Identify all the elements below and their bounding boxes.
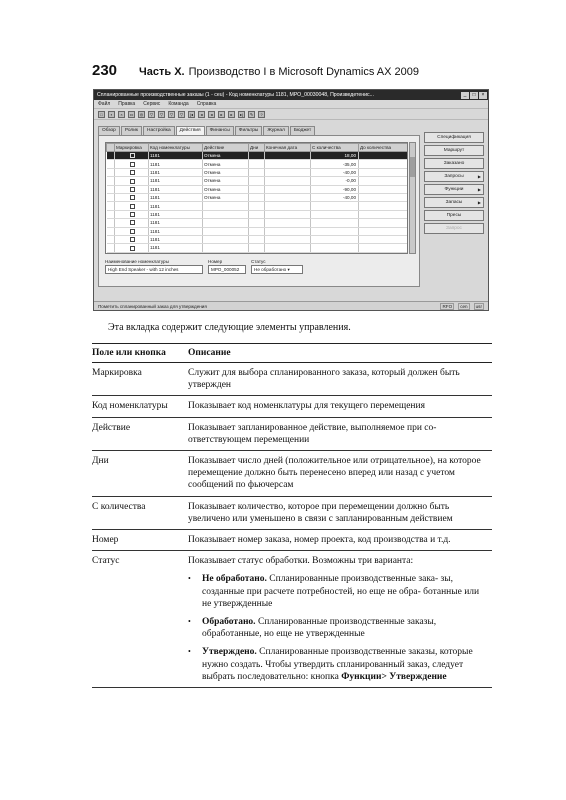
side-button[interactable] — [424, 197, 484, 208]
tab-budget[interactable]: Бюджет — [290, 126, 315, 135]
bullet-item — [188, 573, 489, 610]
toolbar — [94, 109, 488, 120]
description-row — [92, 363, 492, 396]
bullet-term: Не обработано. — [202, 574, 267, 585]
field-name: Дни — [92, 451, 188, 497]
end-date-cell[interactable] — [265, 152, 311, 160]
from-qty-cell[interactable] — [311, 244, 359, 252]
bullet-icon: • — [188, 574, 191, 584]
end-date-cell[interactable] — [265, 185, 311, 193]
side-button[interactable] — [424, 145, 484, 156]
edit-icon[interactable]: ✎ — [249, 111, 254, 117]
row-selector[interactable] — [107, 193, 115, 201]
actions-panel — [98, 135, 420, 287]
help-icon[interactable]: ? — [258, 111, 265, 118]
column-header[interactable]: Дни — [249, 144, 265, 152]
days-cell[interactable] — [249, 185, 265, 193]
description-text: Показывает запланированное действие, выполняемое при со- ответствующем перемещении — [188, 422, 437, 445]
action-cell[interactable] — [203, 210, 249, 218]
end-date-cell[interactable] — [265, 177, 311, 185]
mark-checkbox[interactable] — [130, 229, 135, 234]
field-name: Действие — [92, 417, 188, 450]
bullet-text — [202, 573, 489, 610]
days-cell[interactable] — [249, 219, 265, 227]
mark-checkbox[interactable] — [130, 162, 135, 167]
action-cell[interactable] — [203, 235, 249, 243]
table-row[interactable] — [107, 152, 409, 160]
end-date-cell[interactable] — [265, 202, 311, 210]
grid-body — [107, 152, 409, 253]
to-qty-cell[interactable] — [359, 193, 409, 201]
tab-roles[interactable]: Ролик — [121, 126, 142, 135]
item-code-cell[interactable]: 1181 — [149, 227, 203, 235]
from-qty-cell[interactable]: -35,00 — [311, 160, 359, 168]
table-row[interactable] — [107, 160, 409, 168]
bullet-icon: • — [188, 647, 191, 657]
mark-checkbox[interactable] — [130, 187, 135, 192]
detail-fields — [105, 259, 303, 274]
status-select[interactable] — [251, 265, 303, 274]
table-row[interactable] — [107, 235, 409, 243]
field-name: Статус — [92, 551, 188, 688]
minimize-button[interactable]: _ — [461, 92, 469, 99]
tab-setup[interactable]: Настройка — [143, 126, 175, 135]
days-cell[interactable] — [249, 177, 265, 185]
to-qty-cell[interactable] — [359, 177, 409, 185]
chevron-right-icon: ▶ — [477, 187, 481, 192]
first-icon[interactable]: |◂ — [189, 111, 194, 117]
action-cell[interactable]: Отмена — [203, 160, 249, 168]
mark-checkbox[interactable] — [130, 220, 135, 225]
item-code-cell[interactable]: 1181 — [149, 244, 203, 252]
table-row[interactable] — [107, 193, 409, 201]
mark-cell[interactable] — [115, 202, 149, 210]
next-icon[interactable]: ▸ — [218, 111, 225, 118]
to-qty-cell[interactable] — [359, 185, 409, 193]
field-name: Номер — [92, 530, 188, 551]
end-date-cell[interactable] — [265, 235, 311, 243]
end-date-cell[interactable] — [265, 193, 311, 201]
end-date-cell[interactable] — [265, 168, 311, 176]
from-qty-cell[interactable] — [311, 202, 359, 210]
to-qty-cell[interactable] — [359, 152, 409, 160]
table-row[interactable] — [107, 168, 409, 176]
item-code-cell[interactable]: 1181 — [149, 210, 203, 218]
screenshot-window — [93, 89, 489, 311]
side-button-label: Пресы — [446, 213, 462, 218]
chevron-down-icon: ▾ — [287, 267, 290, 272]
status-select-value: Не обработано — [254, 267, 287, 272]
number-field — [208, 259, 246, 274]
tab-filters[interactable]: Фильтры — [235, 126, 263, 135]
description-table-body — [92, 363, 492, 688]
days-cell[interactable] — [249, 193, 265, 201]
days-cell[interactable] — [249, 227, 265, 235]
item-code-cell[interactable]: 1181 — [149, 235, 203, 243]
header-field: Поле или кнопка — [92, 344, 188, 363]
row-selector[interactable] — [107, 227, 115, 235]
description-text: Служит для выбора спланированного заказа, который должен быть утвержден — [188, 368, 460, 391]
mark-cell[interactable] — [115, 152, 149, 160]
from-qty-cell[interactable] — [311, 219, 359, 227]
mark-checkbox[interactable] — [130, 179, 135, 184]
to-qty-cell[interactable] — [359, 168, 409, 176]
row-selector[interactable] — [107, 219, 115, 227]
number-input[interactable]: МРО_000052 — [208, 265, 246, 274]
end-date-cell[interactable] — [265, 219, 311, 227]
field-name: Маркировка — [92, 363, 188, 396]
action-cell[interactable] — [203, 227, 249, 235]
filter-icon[interactable]: ▽ — [149, 111, 154, 117]
status-label: Статус — [251, 259, 266, 264]
bullet-item — [188, 646, 489, 683]
side-button[interactable] — [424, 158, 484, 169]
number-label: Номер — [208, 259, 223, 264]
side-button-label: Маршрут — [443, 148, 465, 153]
grid-header — [107, 144, 409, 152]
filter-icon[interactable]: ▽ — [179, 111, 184, 117]
row-selector-header — [107, 144, 115, 152]
bullet-icon: • — [188, 617, 191, 627]
side-button-label: Заказано — [443, 161, 465, 166]
days-cell[interactable] — [249, 168, 265, 176]
end-date-cell[interactable] — [265, 227, 311, 235]
to-qty-cell[interactable] — [359, 202, 409, 210]
status-user: usr — [475, 303, 482, 309]
mark-checkbox[interactable] — [130, 246, 135, 251]
side-button[interactable] — [424, 210, 484, 221]
mark-checkbox[interactable] — [130, 195, 135, 200]
side-button[interactable] — [424, 223, 484, 234]
end-date-cell[interactable] — [265, 244, 311, 252]
side-button-label: Запросы — [444, 174, 464, 179]
item-code-cell[interactable]: 1181 — [149, 177, 203, 185]
bullet-desc: Спланированные производственные зака- зы, созданные при расчете потребностей, но еще не обра- ботанные или не утвержденные — [202, 574, 480, 609]
days-cell[interactable] — [249, 202, 265, 210]
mark-cell[interactable] — [115, 185, 149, 193]
to-qty-cell[interactable] — [359, 244, 409, 252]
bullet-term-path: Функции> Утверждение — [341, 671, 447, 682]
from-qty-cell[interactable] — [311, 227, 359, 235]
mark-cell[interactable] — [115, 168, 149, 176]
description-row — [92, 417, 492, 450]
row-selector[interactable] — [107, 210, 115, 218]
side-button-column — [424, 132, 484, 236]
description-text: Показывает статус обработки. Возможны три варианта: — [188, 556, 414, 567]
intro-text: Эта вкладка содержит следующие элементы управления. — [108, 322, 351, 333]
end-date-cell[interactable] — [265, 210, 311, 218]
part-label: Часть X. — [139, 66, 185, 78]
row-selector[interactable] — [107, 152, 115, 160]
bullet-desc: Спланированные производственные заказы, обработанные, но еще не утвержденные — [202, 617, 437, 640]
chevron-right-icon: ▶ — [477, 200, 481, 205]
column-header[interactable]: Маркировка — [115, 144, 149, 152]
days-cell[interactable] — [249, 235, 265, 243]
bullet-term: Утверждено. — [202, 647, 257, 658]
running-header — [92, 62, 492, 80]
status-layer: cen — [460, 303, 468, 309]
days-cell[interactable] — [249, 152, 265, 160]
row-selector[interactable] — [107, 160, 115, 168]
action-cell[interactable] — [203, 202, 249, 210]
save-icon[interactable]: ▪ — [108, 111, 115, 118]
side-button-label: Спецификация — [437, 135, 471, 140]
close-button[interactable]: × — [479, 92, 487, 99]
item-name-label: Наименование номенклатуры — [105, 259, 169, 264]
table-row[interactable] — [107, 227, 409, 235]
field-description — [188, 451, 492, 497]
mark-cell[interactable] — [115, 210, 149, 218]
bullet-item — [188, 616, 489, 640]
to-qty-cell[interactable] — [359, 210, 409, 218]
side-button-label: Запрос — [446, 226, 462, 231]
column-header[interactable]: До количества — [359, 144, 409, 152]
to-qty-cell[interactable] — [359, 160, 409, 168]
item-code-cell[interactable]: 1181 — [149, 219, 203, 227]
mark-cell[interactable] — [115, 193, 149, 201]
filter-icon[interactable]: ▽ — [169, 111, 174, 117]
tab-finance[interactable]: Финансы — [206, 126, 234, 135]
item-name-field — [105, 259, 203, 274]
menu-tools[interactable]: Сервис — [143, 101, 161, 107]
status-text: Пометить спланированный заказ для утверждения — [98, 303, 207, 309]
item-code-cell[interactable]: 1181 — [149, 202, 203, 210]
bullet-desc: Спланированные производственные заказы, которые нужно создать. Чтобы утвердить спланированный заказ, следует выбрать последовательно: кнопка — [202, 647, 473, 682]
item-code-cell[interactable]: 1181 — [149, 185, 203, 193]
field-name: Код номенклатуры — [92, 396, 188, 417]
side-button-label: Запасы — [445, 200, 463, 205]
bullet-text — [202, 616, 489, 640]
description-row — [92, 496, 492, 529]
tab-actions[interactable]: Действия — [176, 126, 205, 135]
menu-bar — [94, 100, 488, 109]
status-company: RFO — [442, 303, 453, 309]
action-cell[interactable]: Отмена — [203, 168, 249, 176]
field-description — [188, 363, 492, 396]
column-header[interactable]: Конечная дата — [265, 144, 311, 152]
from-qty-cell[interactable]: -0,00 — [311, 177, 359, 185]
item-name-input[interactable]: High End Speaker - with 12 inches — [105, 265, 203, 274]
days-cell[interactable] — [249, 244, 265, 252]
scrollbar-thumb[interactable] — [410, 157, 415, 177]
description-table — [92, 343, 492, 688]
last-icon[interactable]: ▸| — [239, 111, 244, 117]
mark-cell[interactable] — [115, 219, 149, 227]
menu-file[interactable]: Файл — [98, 101, 111, 107]
tab-strip — [98, 126, 316, 135]
table-row[interactable] — [107, 219, 409, 227]
chapter-title: Производство I в Microsoft Dynamics AX 2009 — [188, 66, 420, 78]
item-code-cell[interactable]: 1181 — [149, 193, 203, 201]
action-cell[interactable]: Отмена — [203, 185, 249, 193]
mark-cell[interactable] — [115, 227, 149, 235]
mark-cell[interactable] — [115, 160, 149, 168]
window-title: Спланированные производственные заказы (1 - ceu) - Код номенклатуры 1181, МРО_00030048, Произведетенис... — [97, 92, 374, 98]
description-row — [92, 396, 492, 417]
column-header[interactable]: Код номенклатуры — [149, 144, 203, 152]
field-name: С количества — [92, 496, 188, 529]
to-qty-cell[interactable] — [359, 227, 409, 235]
action-cell[interactable]: Отмена — [203, 193, 249, 201]
tab-journal[interactable]: Журнал — [263, 126, 289, 135]
row-selector[interactable] — [107, 185, 115, 193]
row-selector[interactable] — [107, 177, 115, 185]
field-description — [188, 396, 492, 417]
mark-checkbox[interactable] — [130, 170, 135, 175]
description-text: Показывает количество, которое при перемещении должно быть увеличено или уменьшено в связи с запланированным действием — [188, 501, 453, 524]
prev-icon[interactable]: ◂ — [208, 111, 215, 118]
find-icon[interactable]: ◎ — [139, 111, 144, 117]
row-selector[interactable] — [107, 202, 115, 210]
header-description: Описание — [188, 344, 492, 363]
table-row[interactable] — [107, 177, 409, 185]
filter-icon[interactable]: ▽ — [159, 111, 164, 117]
menu-help[interactable]: Справка — [196, 101, 217, 107]
from-qty-cell[interactable]: -40,00 — [311, 168, 359, 176]
days-cell[interactable] — [249, 160, 265, 168]
mark-cell[interactable] — [115, 235, 149, 243]
menu-edit[interactable]: Правка — [118, 101, 136, 107]
row-selector[interactable] — [107, 244, 115, 252]
side-button[interactable] — [424, 171, 484, 182]
description-row — [92, 530, 492, 551]
mark-cell[interactable] — [115, 177, 149, 185]
field-description — [188, 551, 492, 688]
delete-icon[interactable]: × — [118, 111, 125, 118]
description-text: Показывает код номенклатуры для текущего перемещения — [188, 401, 425, 412]
side-button-label: Функции — [444, 187, 464, 192]
status-field — [251, 259, 303, 274]
next-icon[interactable]: ▸ — [228, 111, 235, 118]
days-cell[interactable] — [249, 210, 265, 218]
from-qty-cell[interactable]: -90,00 — [311, 185, 359, 193]
table-row[interactable] — [107, 202, 409, 210]
column-header[interactable]: Действие — [203, 144, 249, 152]
to-qty-cell[interactable] — [359, 235, 409, 243]
side-button[interactable] — [424, 132, 484, 143]
table-row[interactable] — [107, 244, 409, 252]
from-qty-cell[interactable]: -40,00 — [311, 193, 359, 201]
from-qty-cell[interactable] — [311, 235, 359, 243]
description-table-header — [92, 344, 492, 363]
page-number: 230 — [92, 62, 118, 79]
item-code-cell[interactable]: 1181 — [149, 152, 203, 160]
mark-cell[interactable] — [115, 244, 149, 252]
mark-checkbox[interactable] — [130, 153, 135, 158]
field-description — [188, 417, 492, 450]
item-code-cell[interactable]: 1181 — [149, 160, 203, 168]
to-qty-cell[interactable] — [359, 219, 409, 227]
description-text: Показывает номер заказа, номер проекта, код производства и т.д. — [188, 535, 451, 546]
description-text: Показывает число дней (положительное или отрицательное), на которое перемещение должно быть перенесено вперед или назад с учетом сообщений по фьючерсам — [188, 456, 481, 491]
maximize-button[interactable]: □ — [470, 92, 478, 99]
print-icon[interactable]: ▭ — [129, 111, 134, 117]
tab-overview[interactable]: Обзор — [98, 126, 120, 135]
window-titlebar — [94, 90, 488, 100]
field-description — [188, 530, 492, 551]
description-row — [92, 451, 492, 497]
chevron-right-icon: ▶ — [477, 174, 481, 179]
bullet-text — [202, 646, 489, 683]
action-cell[interactable] — [203, 244, 249, 252]
table-row[interactable] — [107, 210, 409, 218]
end-date-cell[interactable] — [265, 160, 311, 168]
from-qty-cell[interactable] — [311, 210, 359, 218]
field-description — [188, 496, 492, 529]
row-selector[interactable] — [107, 168, 115, 176]
mark-checkbox[interactable] — [130, 204, 135, 209]
menu-command[interactable]: Команда — [168, 101, 189, 107]
item-code-cell[interactable]: 1181 — [149, 168, 203, 176]
new-icon[interactable]: □ — [98, 111, 105, 118]
column-header[interactable]: С количества — [311, 144, 359, 152]
mark-checkbox[interactable] — [130, 237, 135, 242]
action-cell[interactable] — [203, 219, 249, 227]
table-row[interactable] — [107, 185, 409, 193]
description-row — [92, 551, 492, 688]
side-button[interactable] — [424, 184, 484, 195]
row-selector[interactable] — [107, 235, 115, 243]
mark-checkbox[interactable] — [130, 212, 135, 217]
bullet-term: Обработано. — [202, 617, 256, 628]
from-qty-cell[interactable]: 18,00 — [311, 152, 359, 160]
action-cell[interactable]: Отмена — [203, 177, 249, 185]
actions-grid — [105, 142, 408, 254]
status-bar — [94, 301, 488, 310]
grid-scrollbar[interactable] — [409, 142, 416, 254]
prev-icon[interactable]: ◂ — [198, 111, 205, 118]
action-cell[interactable]: Отмена — [203, 152, 249, 160]
